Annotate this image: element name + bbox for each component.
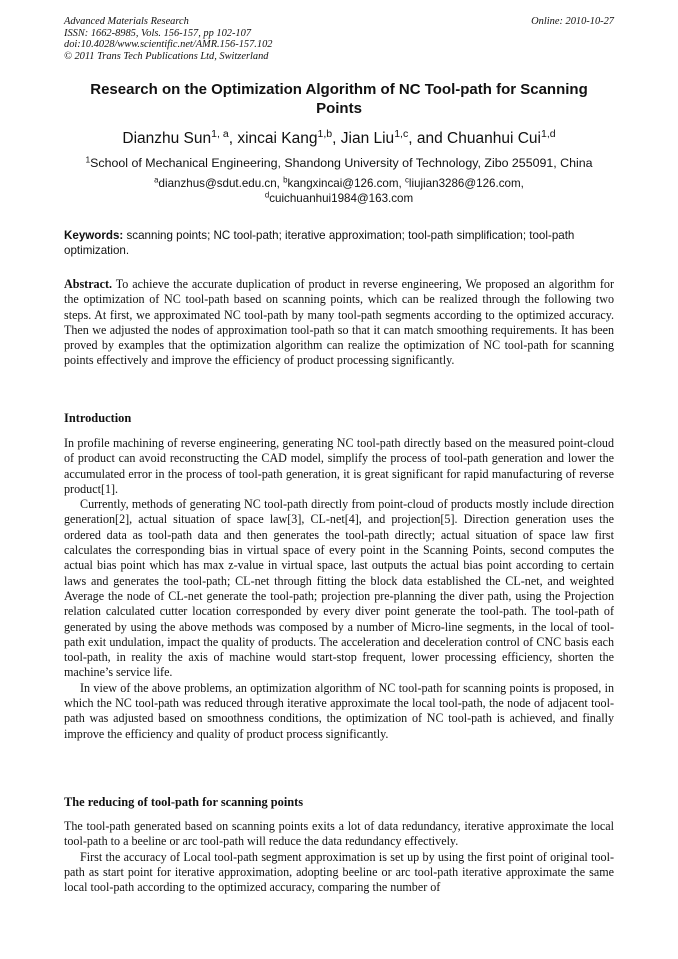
paragraph: Currently, methods of generating NC tool-path directly from point-cloud of products mostly include direction generation[2], actual situation of space law[3], CL-net[4], and projection[5]. Direction generation uses the ordered data as tool-path data and then generates the tool-path directly; actual situation of space law first calculates the corresponding bias in virtual space of every point in the Scanning Points, second computes the actual bias point which has max z-value in virtual space, last outputs the actual bias point according to certain laws and generates the tool-path; CL-net through fitting the block data established the CL-net, and weighted Average the node of CL-net generate the tool-path; projection pre-planning the diver path, using the Projection relation calculated cutter location corresponded by every diver point generate the tool-path. The tool-path of generated by using the above methods was composed by a number of Micro-line segments, in the local of tool-path exit undulation, impact the quality of products. The acceleration and deceleration control of CNC basis each tool-path, in reality the axis of machine would start-stop frequent, lower processing efficiency, shorten the machine’s service life. xyxy=(64,497,614,680)
paragraph: The tool-path generated based on scanning points exits a lot of data redundancy, iterative approximate the local tool-path to a beeline or arc tool-path will reduce the data redundancy effectively. xyxy=(64,819,614,849)
keywords-label: Keywords: xyxy=(64,229,124,242)
doi-line: doi:10.4028/www.scientific.net/AMR.156-157.102 xyxy=(64,39,273,51)
author: Chuanhui Cui$^{1,d}$ xyxy=(447,128,556,147)
introduction-body xyxy=(64,436,614,742)
author: Dianzhu Sun$^{1, a}$, xyxy=(122,128,238,147)
email[interactable]: $^d$cuichuanhui1984@163.com xyxy=(264,190,414,205)
journal-name: Advanced Materials Research xyxy=(64,16,189,27)
author: Jian Liu$^{1,c}$, and xyxy=(340,128,448,147)
author: xincai Kang$^{1,b}$, xyxy=(237,128,341,147)
email[interactable]: $^c$liujian3286@126.com, xyxy=(404,175,524,190)
section-heading-reducing: The reducing of tool-path for scanning points xyxy=(64,795,304,809)
paragraph: First the accuracy of Local tool-path segment approximation is set up by using the first point of original tool-path as start point for iterative approximation, adopting beeline or arc tool-path iterative approximate the same local tool-path according to the optimized accuracy, comparing the number of xyxy=(64,849,614,895)
copyright-line: © 2011 Trans Tech Publications Ltd, Switzerland xyxy=(64,50,269,62)
title-line-1: Research on the Optimization Algorithm of NC Tool-path for Scanning xyxy=(90,81,588,98)
author-list xyxy=(64,129,614,148)
issn-line: ISSN: 1662-8985, Vols. 156-157, pp 102-107 xyxy=(64,27,252,39)
abstract-label: Abstract. xyxy=(64,277,113,291)
keywords xyxy=(64,229,614,258)
email[interactable]: $^b$kangxincai@126.com, xyxy=(283,175,405,190)
abstract xyxy=(64,277,614,369)
journal-header xyxy=(64,16,272,62)
email[interactable]: $^a$dianzhus@sdut.edu.cn, xyxy=(154,175,284,190)
keywords-text: scanning points; NC tool-path; iterative approximation; tool-path simplification; tool-path optimization. xyxy=(64,229,575,257)
abstract-text: To achieve the accurate duplication of product in reverse engineering, We proposed an algorithm for the optimization of NC tool-path based on scanning points, which can be realized through the following two steps. At first, we approximated NC tool-path by many tool-path segments according to the optimized accuracy. Then we adjusted the nodes of approximation tool-path so that it can match smoothing requirements. It has been proved by examples that the optimization algorithm can realize the optimization of NC tool-path for scanning points effectively and improve the efficiency of product processing significantly. xyxy=(64,277,614,368)
affiliation: $^1$School of Mechanical Engineering, Shandong University of Technology, Zibo 255091, China xyxy=(85,154,593,170)
online-date: Online: 2010-10-27 xyxy=(531,16,614,27)
section-heading-introduction: Introduction xyxy=(64,411,132,425)
paragraph: In view of the above problems, an optimization algorithm of NC tool-path for scanning points is proposed, in which the NC tool-path was reduced through iterative approximate the local tool-path, the node of adjacent tool-path was adjusted based on smoothness conditions, the optimization of NC tool-path is achieved, and finally improve the efficiency and quality of product process significantly. xyxy=(64,680,614,741)
paper-title xyxy=(64,80,614,118)
email-list xyxy=(120,177,558,206)
section2-body xyxy=(64,819,614,895)
title-line-2: Points xyxy=(316,100,362,117)
paragraph: In profile machining of reverse engineering, generating NC tool-path directly based on the measured point-cloud of product can avoid reconstructing the CAD model, simplify the process of tool-path generation and lower the accumulated error in the process of tool-path generation, it is great significant for rapid manufacturing of reverse product[1]. xyxy=(64,436,614,496)
